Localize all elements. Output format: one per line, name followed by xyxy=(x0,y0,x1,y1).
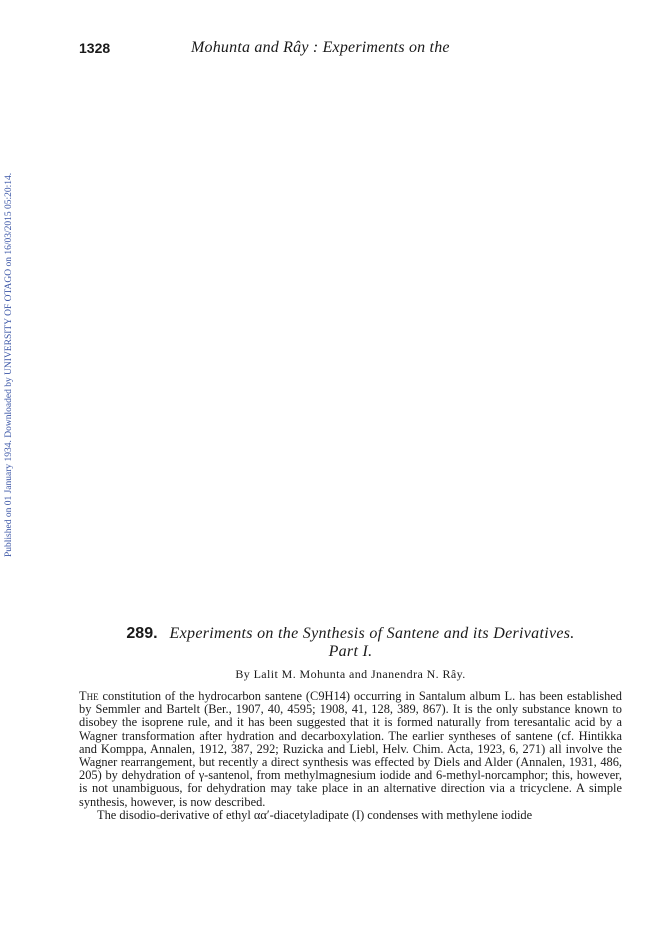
article xyxy=(79,625,622,822)
running-head xyxy=(79,40,619,62)
paragraph-1 xyxy=(79,690,622,809)
page-number: 1328 xyxy=(79,40,111,56)
byline: By Lalit M. Mohunta and Jnanendra N. Rây. xyxy=(235,667,466,681)
paragraph-2: The disodio-derivative of ethyl αα′-diacetyladipate (I) condenses with methylene iodide xyxy=(97,807,533,822)
article-title xyxy=(79,625,622,661)
running-title: Mohunta and Rây : Experiments on the xyxy=(191,39,450,56)
article-title-line2: Part I. xyxy=(328,643,373,660)
lead-word: The xyxy=(79,689,99,703)
download-watermark: Published on 01 January 1934. Downloaded by UNIVERSITY OF OTAGO on 16/03/2015 05:20:14. xyxy=(4,172,14,558)
article-number: 289. xyxy=(126,625,158,642)
paragraph-1-text: constitution of the hydrocarbon santene (C9H14) occurring in Santalum album L. has been established by Semmler and Bartelt (Ber., 1907, 40, 4595; 1908, 41, 128, 389, 867). It is the only substance known to disobey the isoprene rule, and it has been suggested that it is formed naturally from teresantalic acid by a Wagner transformation after hydration and decarboxylation. The earlier syntheses of santene (cf. Hintikka and Komppa, Annalen, 1912, 387, 292; Ruzicka and Liebl, Helv. Chim. Acta, 1923, 6, 271) all involve the Wagner rearrangement, but recently a direct synthesis was effected by Diels and Alder (Annalen, 1931, 486, 205) by dehydration of γ-santenol, from methylmagnesium iodide and 6-methyl-norcamphor; this, however, is not unambiguous, for dehydration may take place in an alternative direction via a tricyclene. A simple synthesis, however, is now described. xyxy=(79,689,622,809)
article-title-line1: Experiments on the Synthesis of Santene and its Derivatives. xyxy=(169,625,575,642)
